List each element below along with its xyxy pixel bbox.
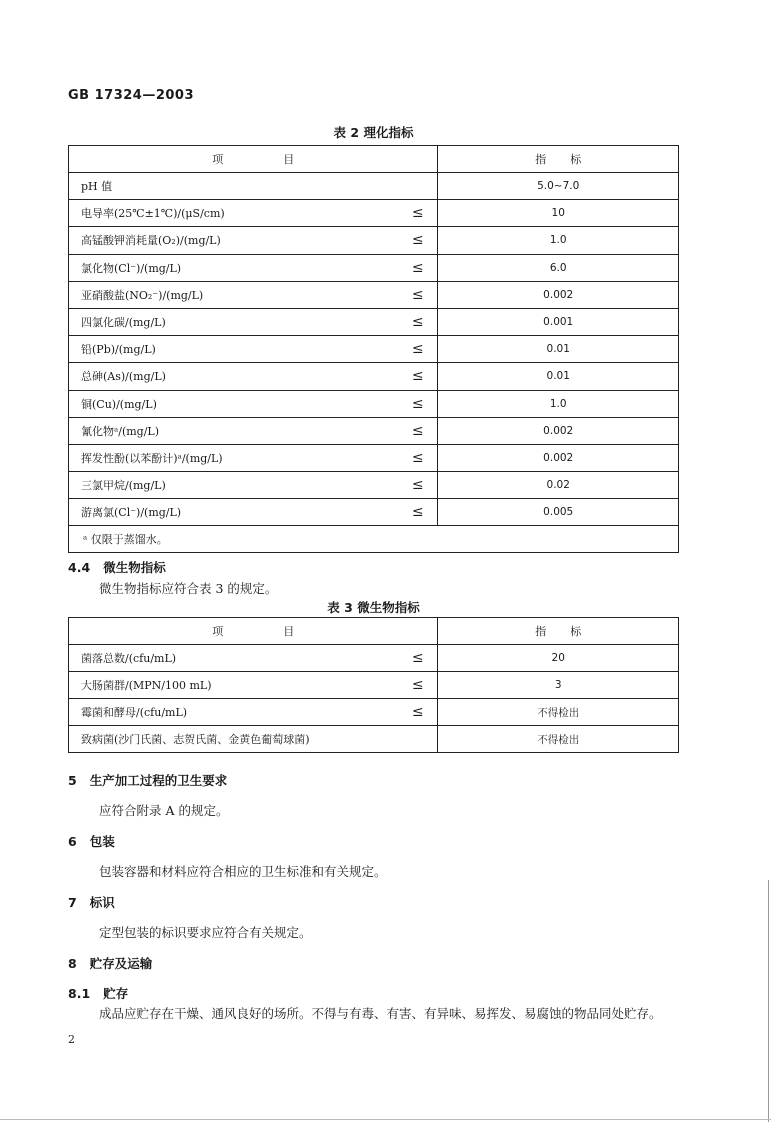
- table2-row-limit: ≤: [398, 444, 438, 471]
- table3-row-name: 大肠菌群/(MPN/100 mL): [69, 672, 398, 699]
- table2-row-limit: ≤: [398, 390, 438, 417]
- section-6-heading: 6 包装: [68, 834, 115, 849]
- table2-row-value: 0.001: [438, 308, 679, 335]
- table2-row-limit: ≤: [398, 472, 438, 499]
- table2-row: [69, 444, 679, 471]
- table2-row-name: 铅(Pb)/(mg/L): [69, 336, 398, 363]
- table2-row: [69, 390, 679, 417]
- table2-row-limit: ≤: [398, 281, 438, 308]
- table2-row-value: 10: [438, 200, 679, 227]
- table2-row-name: 亚硝酸盐(NO₂⁻)/(mg/L): [69, 281, 398, 308]
- scan-margin-line: [768, 880, 769, 1122]
- table3-row-value: 不得检出: [438, 699, 679, 726]
- table2-row-name: 高锰酸钾消耗量(O₂)/(mg/L): [69, 227, 398, 254]
- table3-row-limit: ≤: [398, 672, 438, 699]
- table2-row: [69, 254, 679, 281]
- table2-row-name: 挥发性酚(以苯酚计)ᵃ/(mg/L): [69, 444, 398, 471]
- page-number: 2: [68, 1033, 75, 1046]
- table2-row-limit: ≤: [398, 499, 438, 526]
- table2-row-limit: ≤: [398, 363, 438, 390]
- section-4-4-text: 微生物指标应符合表 3 的规定。: [99, 581, 278, 596]
- table2-row-limit: ≤: [398, 200, 438, 227]
- table2-row-name: 铜(Cu)/(mg/L): [69, 390, 398, 417]
- section-8-1-heading: 8.1 贮存: [68, 986, 129, 1001]
- table3-row-limit: ≤: [398, 645, 438, 672]
- table2-row-name: 四氯化碳/(mg/L): [69, 308, 398, 335]
- table3-row-value: 3: [438, 672, 679, 699]
- standard-id: GB 17324—2003: [68, 88, 195, 103]
- table2-row-value: 0.02: [438, 472, 679, 499]
- table2-row-name: 三氯甲烷/(mg/L): [69, 472, 398, 499]
- table2-row-limit: ≤: [398, 254, 438, 281]
- table2-col-index: 指标: [438, 146, 679, 173]
- table2-row-name: 电导率(25℃±1℃)/(μS/cm): [69, 200, 398, 227]
- table2-row-value: 0.002: [438, 444, 679, 471]
- table2-row-value: 1.0: [438, 390, 679, 417]
- table3-caption: 表 3 微生物指标: [327, 600, 420, 615]
- table3-row: [69, 699, 679, 726]
- section-5-text: 应符合附录 A 的规定。: [99, 803, 229, 818]
- table2-row-limit: ≤: [398, 417, 438, 444]
- table2-row-limit: ≤: [398, 336, 438, 363]
- table2-row: [69, 499, 679, 526]
- table2-row-value: 0.002: [438, 417, 679, 444]
- table2-row-name: 总砷(As)/(mg/L): [69, 363, 398, 390]
- table2-row-limit: ≤: [398, 308, 438, 335]
- section-4-4-heading: 4.4 微生物指标: [68, 560, 166, 575]
- table2-row-name: pH 值: [69, 173, 438, 200]
- section-8-heading: 8 贮存及运输: [68, 956, 153, 971]
- section-6-text: 包装容器和材料应符合相应的卫生标准和有关规定。: [99, 864, 387, 879]
- table2-col-item: 项目: [69, 146, 438, 173]
- table2-footnote: ᵃ 仅限于蒸馏水。: [69, 526, 679, 553]
- table2-row-value: 0.005: [438, 499, 679, 526]
- table3-row: [69, 645, 679, 672]
- table2-row: [69, 227, 679, 254]
- table3-col-item: 项目: [69, 618, 438, 645]
- table2-row-value: 1.0: [438, 227, 679, 254]
- table2-row-value: 0.01: [438, 336, 679, 363]
- table3-row-limit: ≤: [398, 699, 438, 726]
- table2-row: [69, 308, 679, 335]
- table2-row: [69, 281, 679, 308]
- table2-row-limit: ≤: [398, 227, 438, 254]
- section-7-text: 定型包装的标识要求应符合有关规定。: [99, 925, 312, 940]
- section-5-heading: 5 生产加工过程的卫生要求: [68, 773, 228, 788]
- table3-header-row: [69, 618, 679, 645]
- table2-header-row: [69, 146, 679, 173]
- table2-row-name: 氯化物(Cl⁻)/(mg/L): [69, 254, 398, 281]
- table2-row-value: 5.0~7.0: [438, 173, 679, 200]
- table2-row-name: 氰化物ᵃ/(mg/L): [69, 417, 398, 444]
- table3-row: [69, 672, 679, 699]
- table3-row-value: 20: [438, 645, 679, 672]
- table2-row: [69, 363, 679, 390]
- table2-row: [69, 200, 679, 227]
- table2-row-value: 6.0: [438, 254, 679, 281]
- table2-physicochemical: [68, 145, 679, 553]
- table2-row-value: 0.01: [438, 363, 679, 390]
- table3-row-name: 霉菌和酵母/(cfu/mL): [69, 699, 398, 726]
- table2-row-name: 游离氯(Cl⁻)/(mg/L): [69, 499, 398, 526]
- table3-col-index: 指标: [438, 618, 679, 645]
- table3-row-name: 致病菌(沙门氏菌、志贺氏菌、金黄色葡萄球菌): [69, 726, 438, 753]
- table3-row-value: 不得检出: [438, 726, 679, 753]
- table2-row: [69, 472, 679, 499]
- table3-row-name: 菌落总数/(cfu/mL): [69, 645, 398, 672]
- table3-row: [69, 726, 679, 753]
- table2-row-value: 0.002: [438, 281, 679, 308]
- table3-microbiological: [68, 617, 679, 753]
- scan-bottom-line: [0, 1119, 771, 1120]
- table2-row: [69, 417, 679, 444]
- table2-footnote-row: [69, 526, 679, 553]
- table2-caption: 表 2 理化指标: [333, 125, 414, 140]
- section-8-1-text: 成品应贮存在干燥、通风良好的场所。不得与有毒、有害、有异味、易挥发、易腐蚀的物品同处贮存。: [99, 1006, 662, 1021]
- table2-row: [69, 173, 679, 200]
- table2-row: [69, 336, 679, 363]
- section-7-heading: 7 标识: [68, 895, 115, 910]
